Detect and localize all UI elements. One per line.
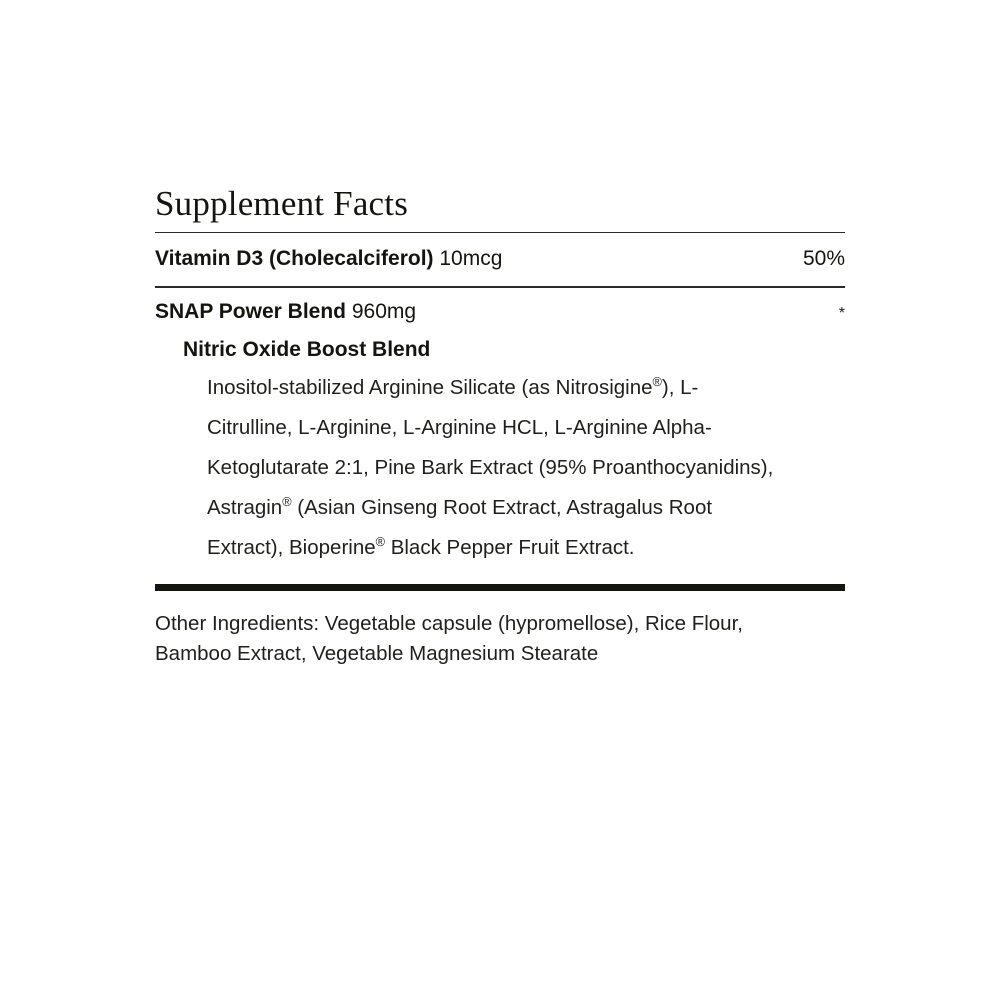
nutrient-daily-value: 50% — [802, 246, 845, 270]
blend-section — [155, 288, 845, 584]
ingredients-part-3: (Asian Ginseng Root Extract, Astragalus Root Extract), Bioperine — [207, 495, 713, 559]
blend-name: SNAP Power Blend — [155, 299, 346, 323]
nutrient-name: Vitamin D3 (Cholecalciferol) — [155, 246, 434, 270]
blend-amount: 960mg — [351, 299, 417, 323]
ingredients-part-2: ), L-Citrulline, L-Arginine, L-Arginine HCL, L-Arginine Alpha-Ketoglutarate 2:1, Pine Bark Extract (95% Proanthocyanidins), Astragin — [207, 375, 774, 519]
registered-mark-icon-1: ® — [652, 374, 662, 390]
blend-name-and-amount — [155, 300, 416, 324]
registered-mark-icon-3: ® — [375, 533, 385, 549]
other-ingredients-text: Other Ingredients: Vegetable capsule (hypromellose), Rice Flour, Bamboo Extract, Vegetable Magnesium Stearate — [155, 611, 743, 666]
nutrient-amount: 10mcg — [439, 246, 503, 270]
blend-header — [155, 300, 845, 324]
ingredients-part-1: Inositol-stabilized Arginine Silicate (as Nitrosigine — [207, 375, 653, 399]
ingredients-part-4: Black Pepper Fruit Extract. — [385, 535, 635, 559]
divider-bottom-bar — [155, 584, 845, 591]
blend-daily-value: * — [838, 304, 845, 322]
blend-ingredient-list — [207, 368, 782, 568]
supplement-facts-title: Supplement Facts — [155, 184, 409, 223]
nutrient-row-vitamin-d3 — [155, 233, 845, 286]
supplement-facts-panel — [155, 185, 845, 670]
registered-mark-icon-2: ® — [282, 493, 292, 509]
sub-blend-label: Nitric Oxide Boost Blend — [183, 337, 431, 361]
nutrient-name-and-amount — [155, 245, 502, 273]
